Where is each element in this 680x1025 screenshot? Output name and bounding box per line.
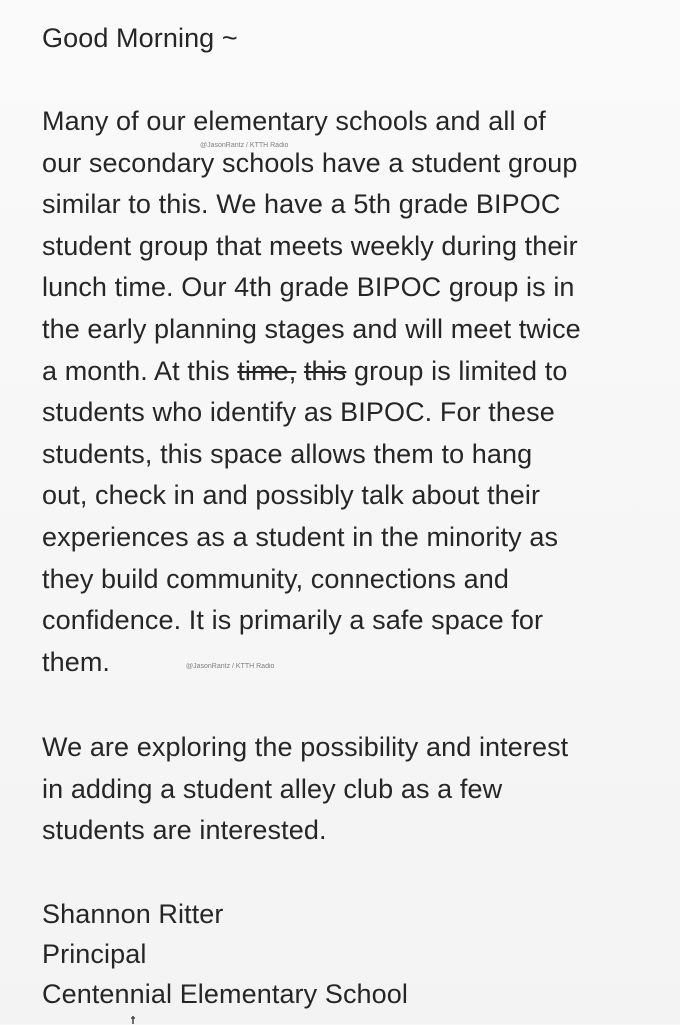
struck-out-word: this — [303, 355, 347, 386]
text-line: similar to this. We have a 5th grade BIPOC — [42, 189, 561, 220]
text-segment — [296, 356, 304, 386]
signature-title: Principal — [42, 939, 147, 969]
struck-out-word: time, — [237, 355, 297, 386]
text-line: lunch time. Our 4th grade BIPOC group is in — [42, 272, 575, 303]
text-segment: group is limited to — [346, 355, 568, 386]
paragraph-2 — [42, 727, 568, 852]
cropped-text-fragment — [128, 1014, 138, 1024]
greeting: Good Morning ~ — [42, 23, 238, 53]
signature-name: Shannon Ritter — [42, 899, 224, 929]
text-line: out, check in and possibly talk about their — [42, 480, 541, 511]
signature-block — [42, 894, 408, 1014]
text-line: students, this space allows them to hang — [42, 438, 533, 469]
signature-school: Centennial Elementary School — [42, 979, 409, 1009]
text-line: students who identify as BIPOC. For these — [42, 397, 555, 428]
text-line: in adding a student alley club as a few — [42, 773, 503, 804]
text-line: confidence. It is primarily a safe space for — [42, 605, 544, 636]
text-line: We are exploring the possibility and interest — [42, 732, 569, 762]
text-line: the early planning stages and will meet twice — [42, 313, 581, 344]
cropped-glyph-icon — [128, 1014, 138, 1024]
paragraph-1 — [42, 101, 581, 683]
text-line: them. — [42, 646, 111, 677]
text-line: they build community, connections and — [42, 563, 509, 594]
text-line: student group that meets weekly during their — [42, 230, 578, 261]
watermark: @JasonRantz / KTTH Radio — [186, 663, 275, 670]
text-segment: a month. At this — [42, 355, 238, 386]
text-line: students are interested. — [42, 815, 327, 846]
text-line: Many of our elementary schools and all of — [42, 106, 546, 136]
text-line: experiences as a student in the minority as — [42, 521, 559, 552]
watermark: @JasonRantz / KTTH Radio — [200, 142, 289, 149]
text-line-with-strikethrough — [42, 351, 581, 393]
text-line: our secondary schools have a student group — [42, 147, 578, 178]
